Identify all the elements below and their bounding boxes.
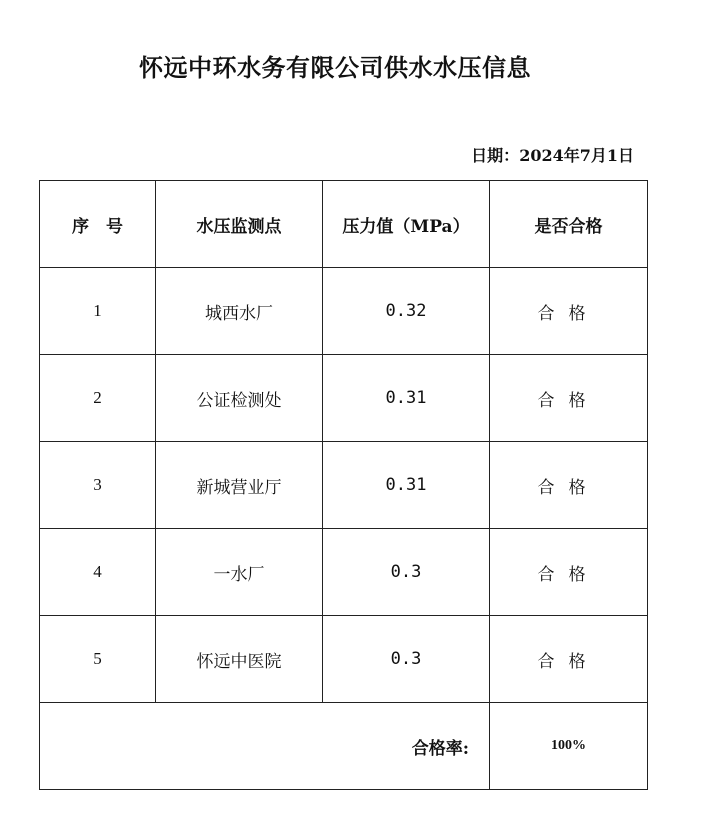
- water-pressure-table: [39, 180, 648, 790]
- pass-rate-label: 合格率:: [40, 703, 490, 790]
- row-index: 1: [40, 268, 156, 355]
- date-value: 2024年7月1日: [519, 146, 634, 165]
- row-pressure: 0.31: [323, 355, 490, 442]
- summary-row: [40, 703, 648, 790]
- table-row: [40, 616, 648, 703]
- row-index: 2: [40, 355, 156, 442]
- table-row: [40, 355, 648, 442]
- header-pressure: 压力值（MPa）: [323, 181, 490, 268]
- row-index: 4: [40, 529, 156, 616]
- page-title: 怀远中环水务有限公司供水水压信息: [139, 53, 531, 82]
- row-location: 城西水厂: [156, 268, 323, 355]
- table-row: [40, 442, 648, 529]
- row-status: 合格: [490, 616, 648, 703]
- row-index: 3: [40, 442, 156, 529]
- header-status: 是否合格: [490, 181, 648, 268]
- header-index: 序 号: [40, 181, 156, 268]
- row-index: 5: [40, 616, 156, 703]
- row-location: 怀远中医院: [156, 616, 323, 703]
- row-pressure: 0.31: [323, 442, 490, 529]
- report-date: [471, 143, 634, 166]
- row-status: 合格: [490, 355, 648, 442]
- pass-rate-value: 100%: [490, 703, 648, 790]
- row-location: 新城营业厅: [156, 442, 323, 529]
- row-status: 合格: [490, 268, 648, 355]
- header-location: 水压监测点: [156, 181, 323, 268]
- row-location: 一水厂: [156, 529, 323, 616]
- date-label: 日期：: [471, 146, 520, 165]
- row-pressure: 0.3: [323, 616, 490, 703]
- row-status: 合格: [490, 529, 648, 616]
- row-status: 合格: [490, 442, 648, 529]
- row-pressure: 0.3: [323, 529, 490, 616]
- table-row: [40, 529, 648, 616]
- row-location: 公证检测处: [156, 355, 323, 442]
- table-row: [40, 268, 648, 355]
- table-header-row: [40, 181, 648, 268]
- row-pressure: 0.32: [323, 268, 490, 355]
